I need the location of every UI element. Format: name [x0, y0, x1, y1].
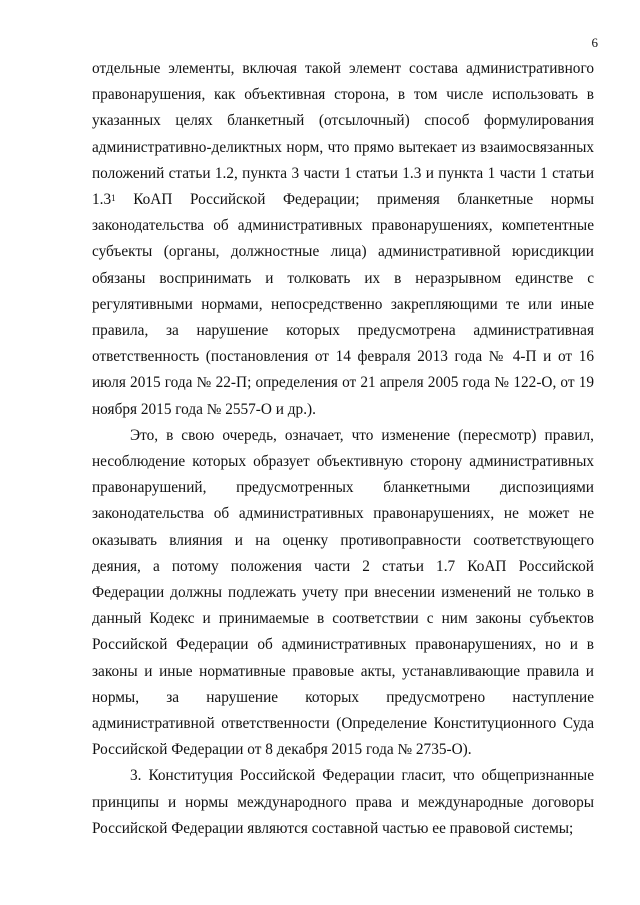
paragraph-text: КоАП Российской Федерации; применяя бланкетные нормы законодательства об административных правонарушениях, компетентные субъекты (органы, должностные лица) административной юрисдикции обязаны воспринимать и толковать их в неразрывном единстве с регулятивными нормами, непосредственно закрепляющими те или иные правила, за нарушение которых предусмотрена административная ответственность (постановления от 14 февраля 2013 года № 4-П и от 16 июля 2015 года № 22-П; определения от 21 апреля 2005 года № 122-О, от 19 ноября 2015 года № 2557-О и др.). [92, 191, 594, 418]
paragraph-continuation [92, 56, 594, 423]
paragraph-text: отдельные элементы, включая такой элемент состава административного правонарушения, как объективная сторона, в том числе использовать в указанных целях бланкетный (отсылочный) способ формулирования административно-деликтных норм, что прямо вытекает из взаимосвязанных положений статьи 1.2, пункта 3 части 1 статьи 1.3 и пункта 1 части 1 статьи 1.3 [92, 60, 594, 209]
page-number: 6 [591, 35, 598, 50]
superscript-marker: 1 [111, 193, 116, 204]
document-body [92, 56, 594, 842]
paragraph: 3. Конституция Российской Федерации гласит, что общепризнанные принципы и нормы международного права и международные договоры Российской Федерации являются составной частью ее правовой системы; [92, 767, 594, 837]
paragraph: Это, в свою очередь, означает, что изменение (пересмотр) правил, несоблюдение которых образует объективную сторону административных правонарушений, предусмотренных бланкетными диспозициями законодательства об административных правонарушениях, не может не оказывать влияния и на оценку противоправности соответствующего деяния, а потому положения части 2 статьи 1.7 КоАП Российской Федерации должны подлежать учету при внесении изменений не только в данный Кодекс и принимаемые в соответствии с ним законы субъектов Российской Федерации об административных правонарушениях, но и в законы и иные нормативные правовые акты, устанавливающие правила и нормы, за нарушение которых предусмотрено наступление административной ответственности (Определение Конституционного Суда Российской Федерации от 8 декабря 2015 года № 2735-О). [92, 426, 594, 759]
